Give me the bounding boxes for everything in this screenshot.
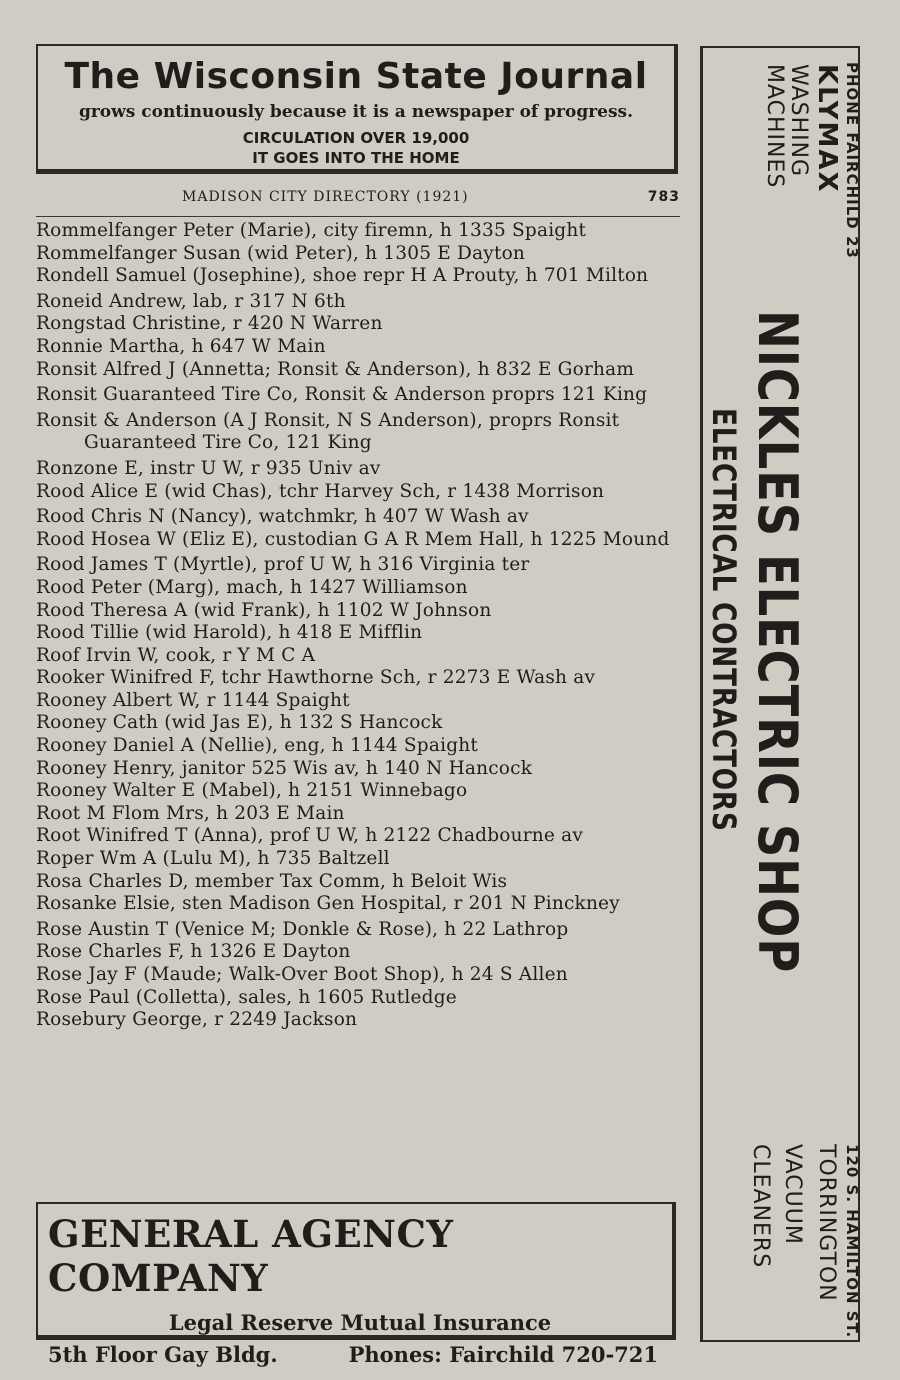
directory-entry: Rose Austin T (Venice M; Donkle & Rose), h 22 Lathrop <box>36 918 569 940</box>
directory-entry: Root M Flom Mrs, h 203 E Main <box>36 802 345 824</box>
directory-entry: Rood Peter (Marg), mach, h 1427 Williamson <box>36 576 468 598</box>
directory-entry: Rood Tillie (wid Harold), h 418 E Mifflin <box>36 622 423 644</box>
agency-location: 5th Floor Gay Bldg. <box>48 1342 278 1367</box>
page-number: 783 <box>647 189 680 205</box>
electrical-contractors: ELECTRICAL CONTRACTORS <box>705 408 743 832</box>
directory-entry: Roneid Andrew, lab, r 317 N 6th <box>36 290 346 312</box>
directory-entry: Rooney Henry, janitor 525 Wis av, h 140 N Hancock <box>36 757 533 779</box>
directory-entry: Rooney Daniel A (Nellie), eng, h 1144 Spaight <box>36 735 478 757</box>
ad-circulation: CIRCULATION OVER 19,000 <box>242 129 470 147</box>
shop-name: NICKLES ELECTRIC SHOP <box>746 310 809 974</box>
side-address: 120 S. HAMILTON ST. <box>843 1144 861 1339</box>
directory-entry: Rose Jay F (Maude; Walk-Over Boot Shop), h 24 S Allen <box>36 964 568 985</box>
klymax-brand: KLYMAX <box>812 64 842 194</box>
directory-entry: Rood Alice E (wid Chas), tchr Harvey Sch, r 1438 Morrison <box>36 480 605 502</box>
ad-subtitle: grows continuously because it is a newspaper of progress. <box>78 102 634 122</box>
directory-entry: Ronnie Martha, h 647 W Main <box>36 335 326 357</box>
side-phone: PHONE FAIRCHILD 23 <box>843 62 861 259</box>
directory-entry: Rose Paul (Colletta), sales, h 1605 Rutledge <box>36 986 457 1008</box>
directory-entry: Roper Wm A (Lulu M), h 735 Baltzell <box>36 848 390 870</box>
directory-entry: Rood Chris N (Nancy), watchmkr, h 407 W Wash av <box>36 506 529 528</box>
directory-entry: Rondell Samuel (Josephine), shoe repr H A Prouty, h 701 Milton <box>36 265 649 287</box>
agency-tagline: Legal Reserve Mutual Insurance <box>168 1310 552 1335</box>
directory-entry: Rosebury George, r 2249 Jackson <box>36 1009 358 1031</box>
directory-entry: Roof Irvin W, cook, r Y M C A <box>36 644 316 666</box>
directory-entry: Rood James T (Myrtle), prof U W, h 316 Virginia ter <box>36 554 530 576</box>
directory-entry: Ronsit Alfred J (Annetta; Ronsit & Anderson), h 832 E Gorham <box>36 358 635 380</box>
directory-entry: Ronsit Guaranteed Tire Co, Ronsit & Anderson proprs 121 King <box>36 384 648 406</box>
ad-title: The Wisconsin State Journal <box>64 56 648 97</box>
directory-entry: Rood Hosea W (Eliz E), custodian G A R Mem Hall, h 1225 Mound <box>36 528 670 550</box>
directory-entry: Rood Theresa A (wid Frank), h 1102 W Johnson <box>36 599 492 621</box>
page-header <box>36 186 680 217</box>
directory-entry: Rooker Winifred F, tchr Hawthorne Sch, r 2273 E Wash av <box>36 667 596 689</box>
directory-entry: Rongstad Christine, r 420 N Warren <box>36 313 383 335</box>
agency-name: GENERAL AGENCY COMPANY <box>48 1212 454 1300</box>
directory-entry: Rommelfanger Susan (wid Peter), h 1305 E Dayton <box>36 242 526 264</box>
directory-entries <box>36 220 682 1032</box>
torrington-brand: TORRINGTON <box>814 1144 839 1302</box>
directory-entry: Ronzone E, instr U W, r 935 Univ av <box>36 457 381 479</box>
directory-entry: Rosa Charles D, member Tax Comm, h Beloit Wis <box>36 870 508 892</box>
directory-entry: Ronsit & Anderson (A J Ronsit, N S Anderson), proprs Ronsit Guaranteed Tire Co, 121 King <box>36 409 620 454</box>
torrington-vacuum: VACUUM <box>780 1144 805 1245</box>
directory-entry: Rose Charles F, h 1326 E Dayton <box>36 941 351 963</box>
directory-entry: Rooney Cath (wid Jas E), h 132 S Hancock <box>36 712 443 734</box>
agency-phones: Phones: Fairchild 720-721 <box>348 1342 658 1367</box>
klymax-washing: WASHING <box>786 64 811 178</box>
directory-entry: Rosanke Elsie, sten Madison Gen Hospital, r 201 N Pinckney <box>36 893 620 915</box>
running-title: MADISON CITY DIRECTORY (1921) <box>182 189 469 205</box>
klymax-machines: MACHINES <box>762 64 787 189</box>
wisconsin-state-journal-ad <box>36 44 678 174</box>
ad-home-line: IT GOES INTO THE HOME <box>252 149 460 167</box>
directory-entry: Rooney Walter E (Mabel), h 2151 Winnebago <box>36 780 468 802</box>
torrington-cleaners: CLEANERS <box>748 1144 773 1269</box>
directory-entry: Rommelfanger Peter (Marie), city firemn, h 1335 Spaight <box>36 220 587 241</box>
directory-entry: Rooney Albert W, r 1144 Spaight <box>36 689 350 711</box>
general-agency-ad <box>36 1202 676 1367</box>
directory-entry: Root Winifred T (Anna), prof U W, h 2122 Chadbourne av <box>36 825 583 847</box>
nickles-electric-ad <box>700 46 860 1342</box>
